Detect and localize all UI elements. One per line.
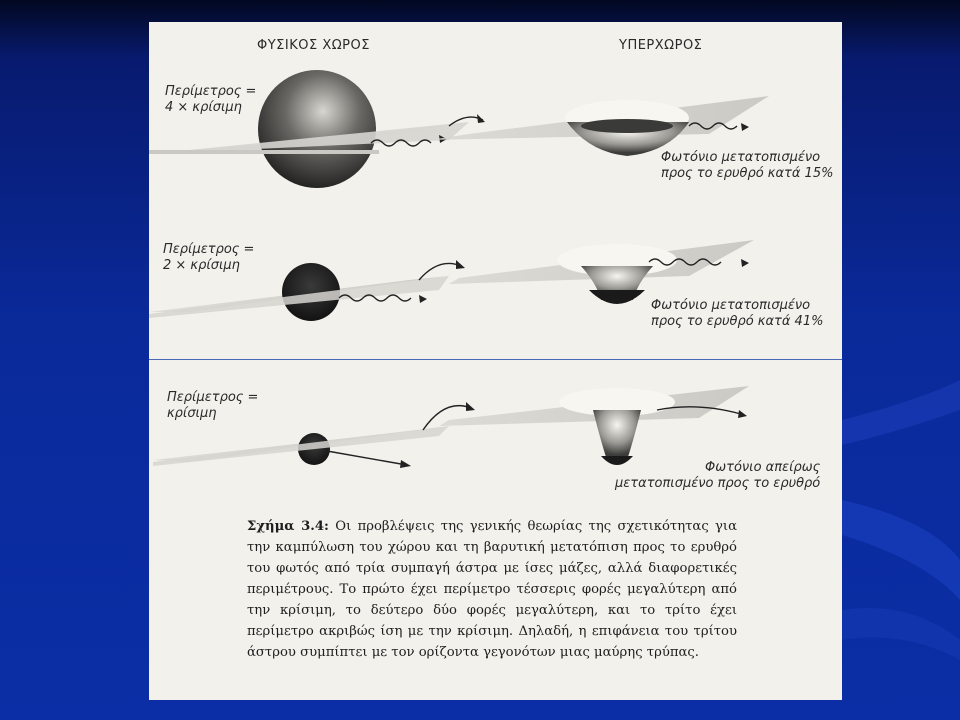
caption-label: Σχήμα 3.4: (247, 519, 329, 534)
perimeter-label-row-1: Περίμετρος = 4 × κρίσιμη (165, 84, 257, 115)
figure-caption (247, 516, 737, 663)
photon-label-row-3: Φωτόνιο απείρως μετατοπισμένο προς το ερυθρό (615, 460, 821, 491)
figure-panel (149, 22, 842, 700)
header-physical-space: ΦΥΣΙΚΟΣ ΧΩΡΟΣ (257, 38, 370, 53)
star-4x-critical (258, 70, 376, 188)
row-2-hyperspace (449, 240, 754, 304)
photon-label-row-2: Φωτόνιο μετατοπισμένο προς το ερυθρό κατά 41% (651, 298, 824, 329)
row-1-hyperspace (429, 96, 769, 156)
row-3-physical-space (153, 426, 449, 468)
photon-label-row-1: Φωτόνιο μετατοπισμένο προς το ερυθρό κατά 15% (661, 150, 834, 181)
caption-text: Οι προβλέψεις της γενικής θεωρίας της σχετικότητας για την καμπύλωση του χώρου και τη βαρυτική μετατόπιση προς το ερυθρό του φωτός από τρία συμπαγή άστρα με ίσες μάζες, αλλά διαφορετικές περιμέτρους. Το πρώτο έχει περίμετρο τέσσερις φορές μεγαλύτερη από την κρίσιμη, το δεύτερο δύο φορές μεγαλύτερη, και το τρίτο έχει περίμετρο ακριβώς ίση με την κρίσιμη. Δηλαδή, η επιφάνεια του τρίτου άστρου συμπίπτει με τον ορίζοντα γεγονότων μιας μαύρης τρύπας. (247, 519, 737, 660)
figure-divider (149, 359, 842, 360)
header-hyperspace: ΥΠΕΡΧΩΡΟΣ (619, 38, 703, 53)
perimeter-label-row-3: Περίμετρος = κρίσιμη (167, 390, 259, 421)
perimeter-label-row-2: Περίμετρος = 2 × κρίσιμη (163, 242, 255, 273)
row-3-hyperspace (439, 386, 749, 465)
